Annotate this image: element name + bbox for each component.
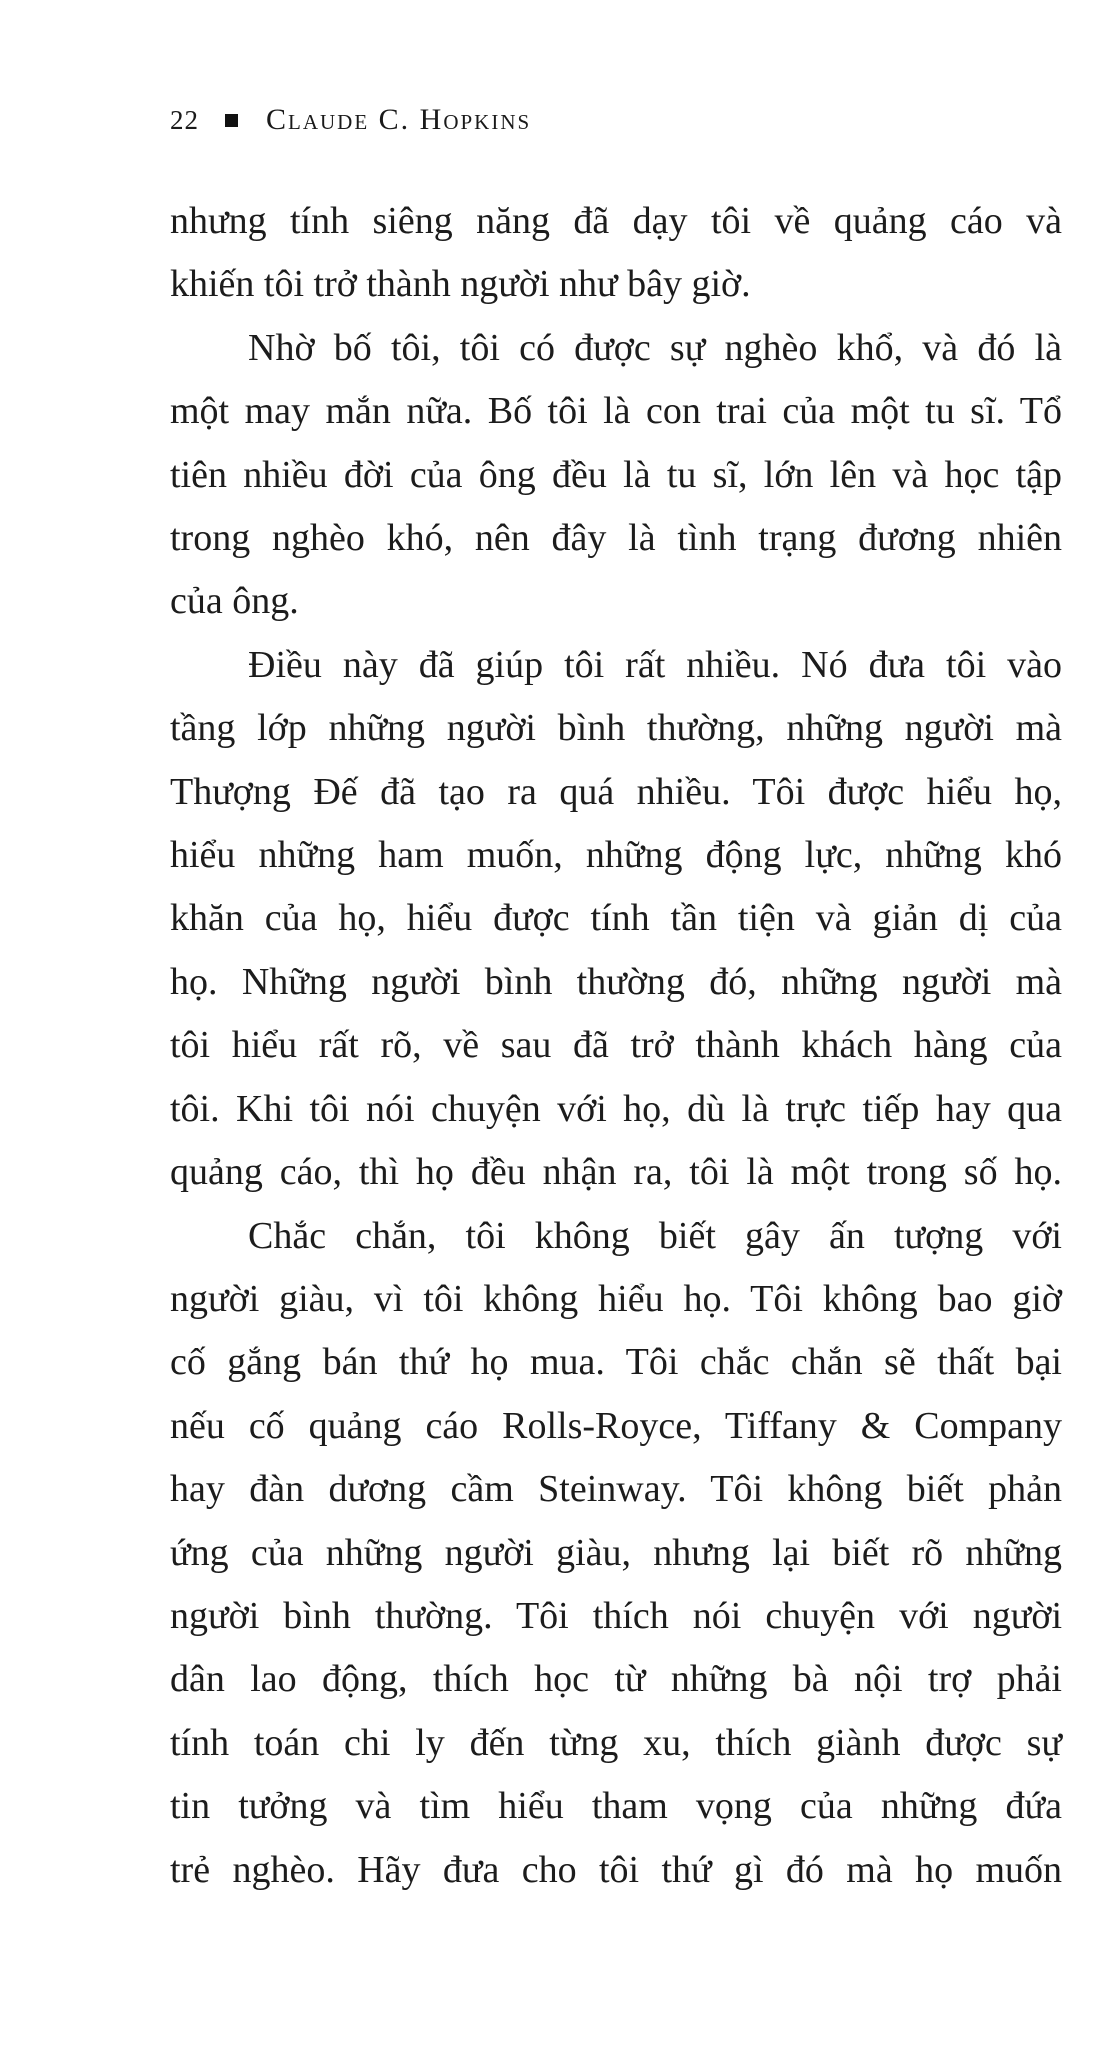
text-line: tính toán chi ly đến từng xu, thích giành được sự	[170, 1721, 1062, 1764]
text-line: khiến tôi trở thành người như bây giờ.	[170, 263, 751, 306]
text-line: tiên nhiều đời của ông đều là tu sĩ, lớn lên và học tập	[170, 453, 1062, 496]
paragraph-3	[170, 634, 1062, 1205]
text-line: tầng lớp những người bình thường, những người mà	[170, 707, 1062, 750]
text-line: Thượng Đế đã tạo ra quá nhiều. Tôi được hiểu họ,	[170, 770, 1062, 813]
text-line: của ông.	[170, 580, 299, 623]
text-line: Nhờ bố tôi, tôi có được sự nghèo khổ, và đó là	[248, 326, 1062, 369]
text-line: tin tưởng và tìm hiểu tham vọng của những đứa	[170, 1785, 1062, 1828]
text-line: nhưng tính siêng năng đã dạy tôi về quảng cáo và	[170, 200, 1062, 242]
running-header	[170, 100, 531, 140]
text-line: hiểu những ham muốn, những động lực, những khó	[170, 834, 1062, 877]
text-line: trong nghèo khó, nên đây là tình trạng đương nhiên	[170, 517, 1062, 560]
text-line: quảng cáo, thì họ đều nhận ra, tôi là một trong số họ.	[170, 1151, 1062, 1194]
paragraph-2	[170, 317, 1062, 634]
text-line: người giàu, vì tôi không hiểu họ. Tôi không bao giờ	[170, 1277, 1062, 1320]
text-line: họ. Những người bình thường đó, những người mà	[170, 960, 1062, 1003]
text-line: Chắc chắn, tôi không biết gây ấn tượng với	[248, 1214, 1062, 1257]
text-line: tôi hiểu rất rõ, về sau đã trở thành khách hàng của	[170, 1024, 1062, 1067]
text-line: ứng của những người giàu, nhưng lại biết rõ những	[170, 1531, 1062, 1574]
text-line: người bình thường. Tôi thích nói chuyện với người	[170, 1594, 1062, 1637]
paragraph-4	[170, 1205, 1062, 1902]
paragraph-1	[170, 190, 1062, 317]
text-line: cố gắng bán thứ họ mua. Tôi chắc chắn sẽ thất bại	[170, 1341, 1062, 1384]
author-name: Claude C. Hopkins	[266, 103, 532, 136]
text-line: nếu cố quảng cáo Rolls-Royce, Tiffany & Company	[170, 1404, 1062, 1447]
body-text	[170, 190, 1062, 1902]
text-line: hay đàn dương cầm Steinway. Tôi không biết phản	[170, 1468, 1062, 1511]
text-line: khăn của họ, hiểu được tính tần tiện và giản dị của	[170, 897, 1062, 940]
text-line: tôi. Khi tôi nói chuyện với họ, dù là trực tiếp hay qua	[170, 1087, 1062, 1130]
text-line: trẻ nghèo. Hãy đưa cho tôi thứ gì đó mà họ muốn	[170, 1848, 1062, 1891]
text-line: dân lao động, thích học từ những bà nội trợ phải	[170, 1658, 1062, 1701]
text-line: Điều này đã giúp tôi rất nhiều. Nó đưa tôi vào	[248, 643, 1062, 686]
page-number: 22	[170, 104, 199, 135]
header-bullet-icon	[225, 114, 238, 127]
text-line: một may mắn nữa. Bố tôi là con trai của một tu sĩ. Tổ	[170, 390, 1062, 433]
